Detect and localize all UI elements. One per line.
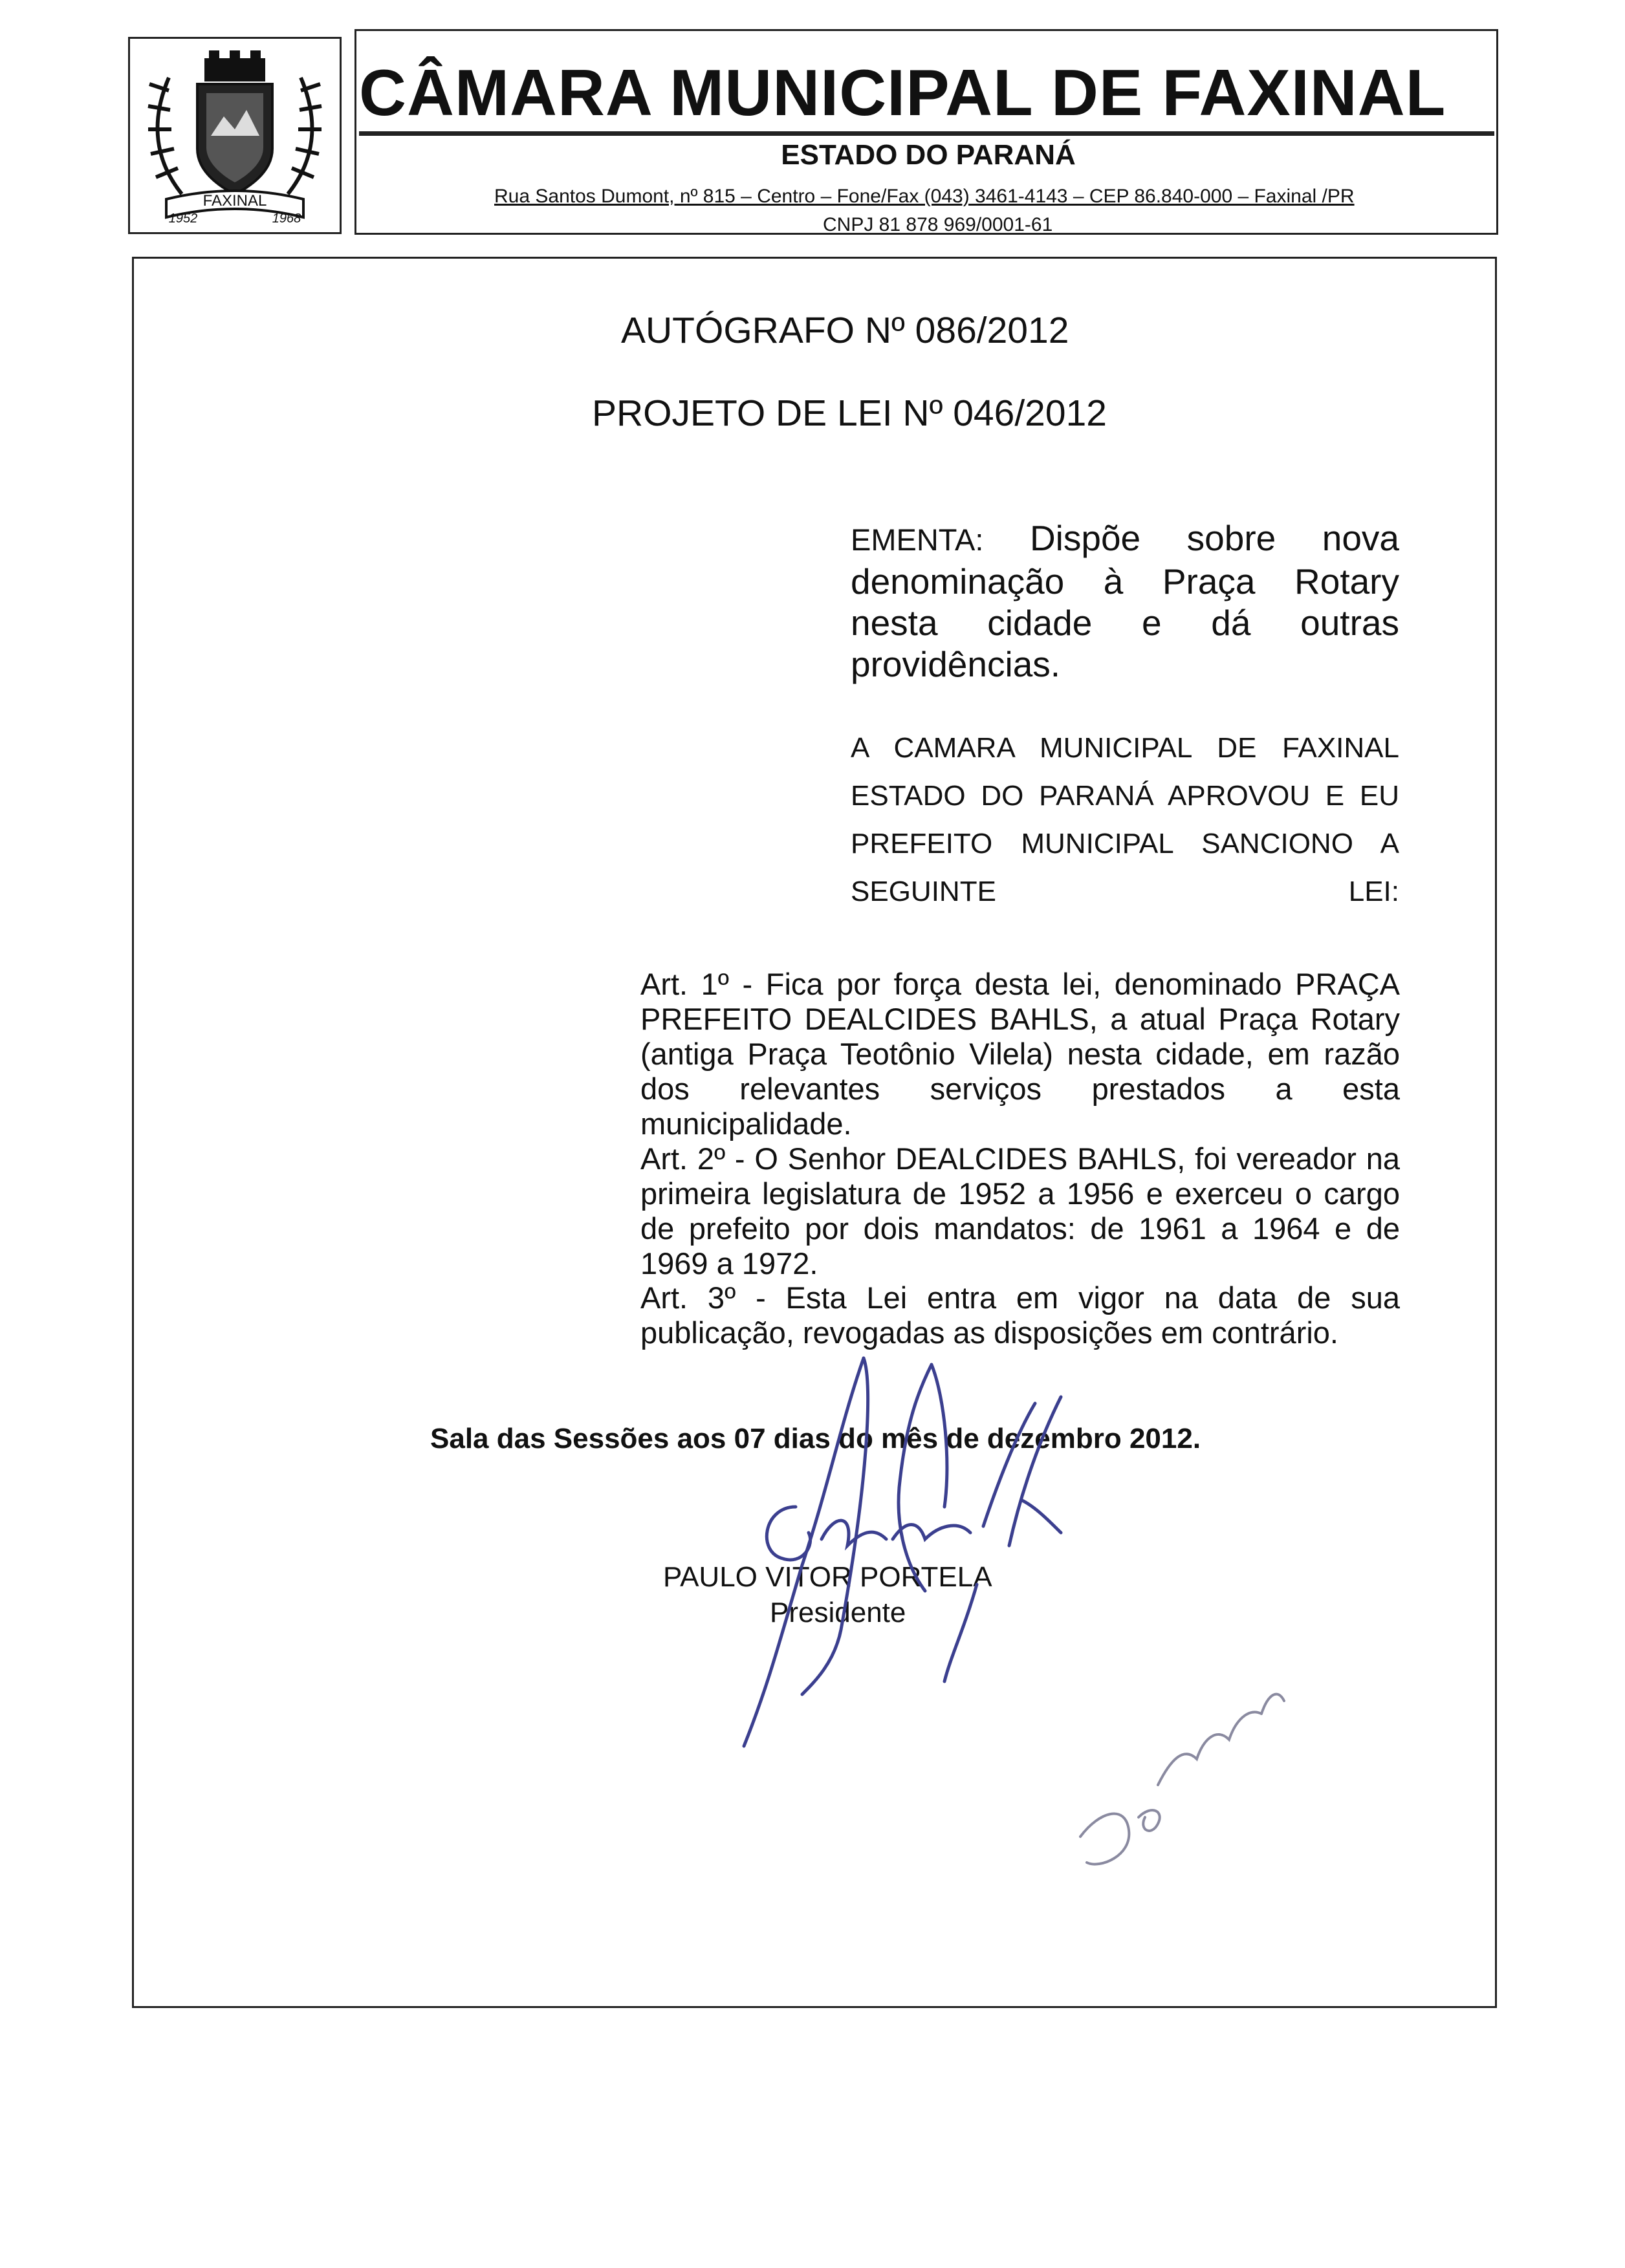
president-signature-icon <box>744 1358 1061 1746</box>
council-name: CÂMARA MUNICIPAL DE FAXINAL <box>359 57 1446 129</box>
projeto-number: PROJETO DE LEI Nº 046/2012 <box>592 393 1107 434</box>
article-1-label: Art. 1º - <box>640 967 753 1001</box>
ementa-text: Dispõe sobre nova denominação à Praça Rotary nesta cidade e dá outras providências. <box>851 518 1399 684</box>
signatory-name: PAULO VITOR PORTELA <box>663 1561 992 1593</box>
crest-ribbon-text: FAXINAL <box>202 192 267 210</box>
article-1-text: Fica por força desta lei, denominado PRAÇA PREFEITO DEALCIDES BAHLS, a atual Praça Rotary (antiga Praça Teotônio Vilela) nesta cidade, em razão dos relevantes serviços prestados a esta municipalidade. <box>640 967 1400 1141</box>
signatory-role: Presidente <box>770 1597 906 1628</box>
state-name: ESTADO DO PARANÁ <box>781 139 1076 171</box>
council-cnpj: CNPJ 81 878 969/0001-61 <box>823 214 1053 235</box>
ementa-label: EMENTA: <box>851 523 984 557</box>
preamble: A CAMARA MUNICIPAL DE FAXINAL ESTADO DO PARANÁ APROVOU E EU PREFEITO MUNICIPAL SANCIONO A SEGUINTE LEI: <box>851 732 1399 907</box>
article-3-label: Art. 3º - <box>640 1280 766 1315</box>
handwritten-note-icon <box>1080 1694 1284 1864</box>
article-2-label: Art. 2º - <box>640 1141 745 1176</box>
article-3-text: Esta Lei entra em vigor na data de sua publicação, revogadas as disposições em contrário. <box>640 1280 1400 1350</box>
article-2-text: O Senhor DEALCIDES BAHLS, foi vereador na primeira legislatura de 1952 a 1956 e exerceu o cargo de prefeito por dois mandatos: de 1961 a 1964 e de 1969 a 1972. <box>640 1141 1400 1280</box>
autografo-number: AUTÓGRAFO Nº 086/2012 <box>621 310 1069 351</box>
crest-year-left: 1952 <box>168 211 198 226</box>
council-address: Rua Santos Dumont, nº 815 – Centro – Fone/Fax (043) 3461-4143 – CEP 86.840-000 – Faxinal /PR <box>494 186 1355 207</box>
crest-year-right: 1968 <box>272 211 301 226</box>
session-date: Sala das Sessões aos 07 dias do mês de dezembro 2012. <box>430 1423 1201 1454</box>
